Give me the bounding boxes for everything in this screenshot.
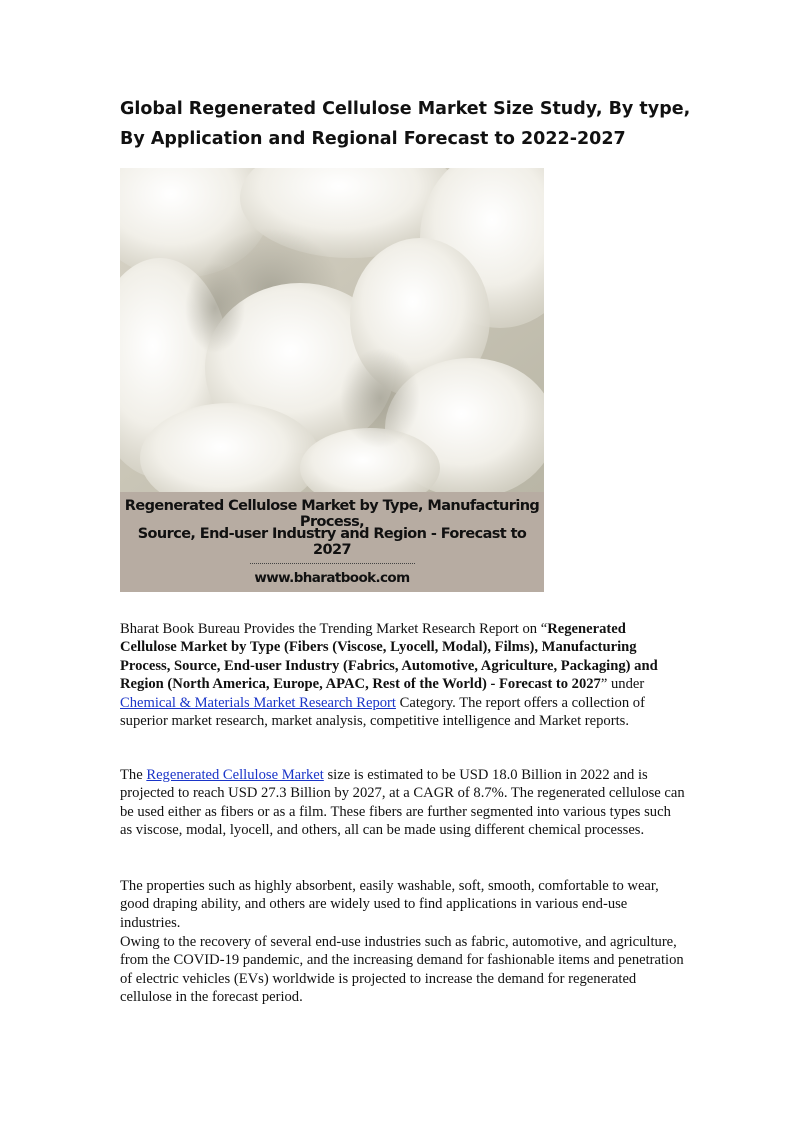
hero-image: [120, 168, 544, 592]
report-title: Global Regenerated Cellulose Market Size Study, By type, By Application and Regional Forecast to 2022-2027: [120, 99, 691, 149]
paragraph-recovery: Owing to the recovery of several end-use industries such as fabric, automotive, and agriculture, from the COVID-19 pandemic, and the increasing demand for fashionable items and penetration of electric vehicles (EVs) worldwide is projected to increase the demand for regenerated cellulose in the forecast period.: [120, 934, 684, 1006]
market-link[interactable]: Regenerated Cellulose Market: [146, 767, 324, 783]
banner-website: www.bharatbook.com: [254, 570, 410, 586]
report-full-title: Regenerated Cellulose Market by Type (Fibers (Viscose, Lyocell, Modal), Films), Manufacturing Process, Source, End-user Industry (Fabrics, Automotive, Agriculture, Packaging) and Region (North America, Europe, APAC, Rest of the World) - Forecast to 2027: [120, 621, 658, 693]
intro-text: Bharat Book Bureau Provides the Trending Market Research Report on “: [120, 621, 548, 637]
paragraph-intro: [120, 620, 685, 730]
market-lead-text: The: [120, 767, 147, 783]
banner-line-2: Source, End-user Industry and Region - Forecast to 2027: [137, 526, 527, 558]
under-text: ” under: [600, 676, 645, 693]
paragraph-market-size: [120, 766, 685, 840]
intro-rest-text: Category. The report offers a collection of superior market research, market analysis, competitive intelligence and Market reports.: [120, 694, 645, 730]
banner-line-1: Regenerated Cellulose Market by Type, Manufacturing Process,: [124, 498, 540, 530]
banner-divider: [250, 563, 415, 564]
market-size-text: size is estimated to be USD 18.0 Billion in 2022 and is projected to reach USD 27.3 Billion by 2027, at a CAGR of 8.7%. The regenerated cellulose can be used either as fibers or as a film. These fibers are further segmented into various types such as viscose, modal, lyocell, and others, all can be made using different chemical processes.: [120, 767, 685, 839]
paragraph-properties: The properties such as highly absorbent, easily washable, soft, smooth, comfortable to wear, good draping ability, and others are widely used to find applications in various end-use industries.: [120, 878, 659, 931]
category-link[interactable]: Chemical & Materials Market Research Report: [120, 694, 396, 711]
